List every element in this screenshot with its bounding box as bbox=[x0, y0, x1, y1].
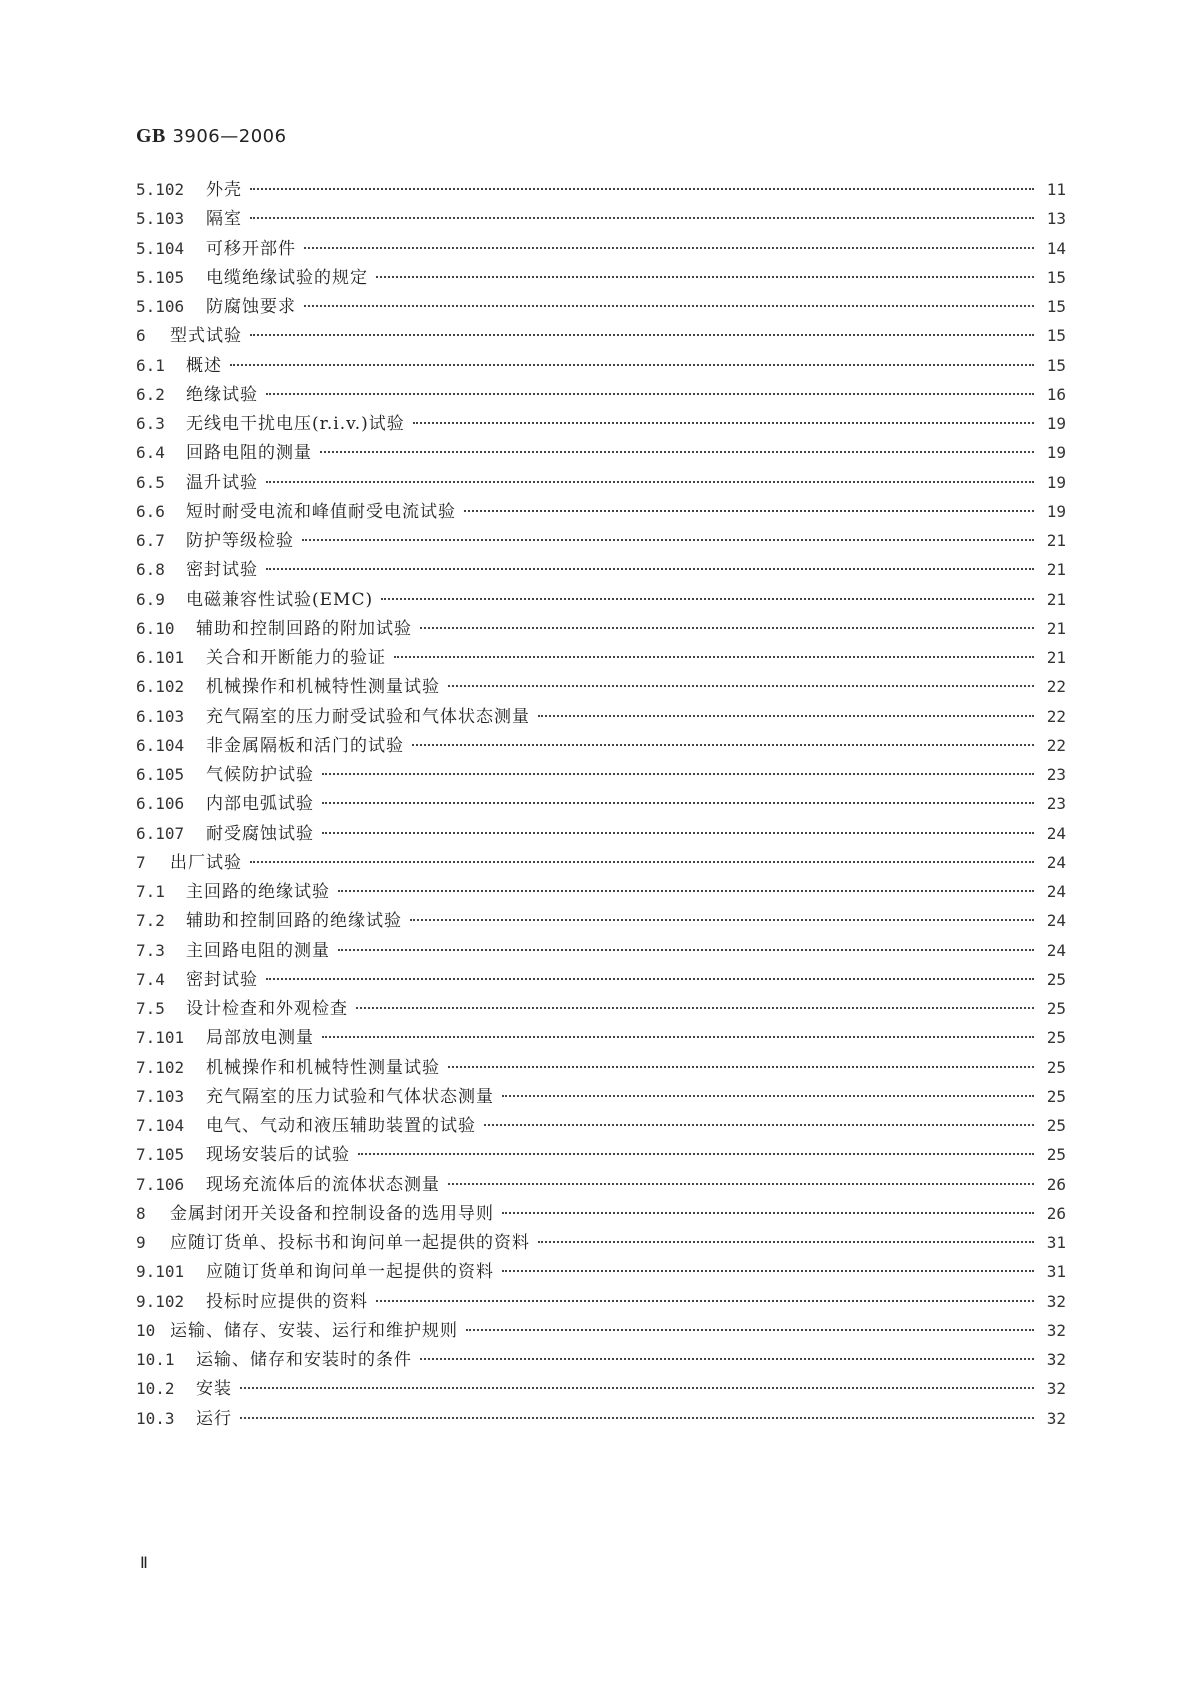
toc-entry-page: 15 bbox=[1046, 267, 1066, 287]
toc-dot-leader bbox=[240, 1417, 1034, 1419]
toc-entry bbox=[136, 441, 1066, 465]
toc-entry-number: 7.105 bbox=[136, 1145, 185, 1165]
toc-entry bbox=[136, 558, 1066, 582]
toc-entry-number: 6.1 bbox=[136, 355, 165, 375]
toc-entry-page: 21 bbox=[1046, 618, 1066, 638]
toc-dot-leader bbox=[322, 1036, 1034, 1038]
standard-code: GB bbox=[136, 125, 166, 147]
toc-entry-number: 7.3 bbox=[136, 940, 165, 960]
toc-entry bbox=[136, 909, 1066, 933]
toc-dot-leader bbox=[420, 627, 1034, 629]
toc-entry-title: 防护等级检验 bbox=[186, 531, 294, 551]
toc-entry-page: 15 bbox=[1046, 355, 1066, 375]
toc-entry bbox=[136, 1114, 1066, 1138]
toc-entry-page: 23 bbox=[1046, 794, 1066, 814]
toc-entry-title: 局部放电测量 bbox=[206, 1028, 314, 1049]
toc-entry bbox=[136, 792, 1066, 816]
toc-entry-number: 6.10 bbox=[136, 618, 175, 638]
toc-dot-leader bbox=[410, 919, 1034, 921]
toc-entry-title: 短时耐受电流和峰值耐受电流试验 bbox=[186, 501, 456, 522]
toc-entry-page: 22 bbox=[1046, 735, 1066, 755]
toc-entry-page: 19 bbox=[1046, 472, 1066, 492]
toc-entry-number: 6.5 bbox=[136, 472, 165, 492]
toc-entry-number: 10.3 bbox=[136, 1408, 175, 1428]
toc-entry-number: 6.103 bbox=[136, 706, 185, 726]
toc-entry bbox=[136, 1260, 1066, 1284]
toc-entry-number: 10.2 bbox=[136, 1379, 175, 1399]
toc-entry-page: 22 bbox=[1046, 706, 1066, 726]
toc-entry-title: 主回路电阻的测量 bbox=[186, 940, 330, 961]
toc-entry-page: 15 bbox=[1046, 297, 1066, 316]
toc-dot-leader bbox=[250, 188, 1034, 190]
toc-dot-leader bbox=[266, 393, 1034, 395]
toc-entry-page: 24 bbox=[1046, 823, 1066, 843]
toc-entry-title: 内部电弧试验 bbox=[206, 794, 314, 815]
toc-entry-page: 13 bbox=[1046, 209, 1066, 229]
toc-dot-leader bbox=[538, 715, 1034, 717]
toc-entry bbox=[136, 705, 1066, 729]
toc-entry-number: 5.102 bbox=[136, 180, 185, 199]
toc-entry-title: 主回路的绝缘试验 bbox=[186, 882, 330, 902]
toc-dot-leader bbox=[448, 1066, 1034, 1068]
toc-entry bbox=[136, 266, 1066, 290]
toc-entry-page: 24 bbox=[1046, 882, 1066, 901]
toc-dot-leader bbox=[304, 305, 1034, 307]
toc-entry-page: 32 bbox=[1046, 1291, 1066, 1311]
toc-entry-number: 6.7 bbox=[136, 531, 165, 550]
page-folio: Ⅱ bbox=[140, 1555, 148, 1572]
toc-entry bbox=[136, 412, 1066, 436]
toc-entry-number: 5.103 bbox=[136, 209, 185, 229]
toc-entry-number: 9.102 bbox=[136, 1291, 185, 1311]
toc-entry-title: 概述 bbox=[186, 355, 222, 376]
toc-entry bbox=[136, 968, 1066, 992]
toc-entry bbox=[136, 646, 1066, 670]
toc-entry-title: 电磁兼容性试验(EMC) bbox=[186, 589, 374, 610]
toc-dot-leader bbox=[322, 832, 1034, 834]
toc-entry-number: 7.5 bbox=[136, 999, 165, 1018]
toc-entry-title: 现场充流体后的流体状态测量 bbox=[206, 1174, 440, 1195]
toc-entry-number: 6.3 bbox=[136, 414, 165, 433]
toc-entry-number: 10.1 bbox=[136, 1350, 175, 1369]
toc-entry-number: 6.102 bbox=[136, 677, 185, 697]
toc-entry-number: 7.2 bbox=[136, 911, 165, 931]
toc-entry-title: 气候防护试验 bbox=[206, 765, 314, 785]
toc-entry-number: 5.106 bbox=[136, 297, 185, 316]
toc-entry-page: 32 bbox=[1046, 1320, 1066, 1340]
document-header bbox=[136, 125, 287, 148]
toc-entry-title: 绝缘试验 bbox=[186, 384, 258, 405]
toc-entry bbox=[136, 324, 1066, 348]
toc-entry-number: 6.101 bbox=[136, 648, 185, 667]
toc-entry bbox=[136, 178, 1066, 202]
toc-entry-title: 出厂试验 bbox=[170, 852, 242, 873]
toc-dot-leader bbox=[420, 1358, 1034, 1360]
toc-entry-page: 25 bbox=[1046, 1028, 1066, 1048]
toc-entry-page: 26 bbox=[1046, 1174, 1066, 1194]
toc-dot-leader bbox=[338, 949, 1034, 951]
toc-entry bbox=[136, 354, 1066, 378]
toc-entry-page: 32 bbox=[1046, 1379, 1066, 1399]
toc-entry-page: 21 bbox=[1046, 589, 1066, 609]
toc-entry-number: 7.102 bbox=[136, 1057, 185, 1077]
toc-entry bbox=[136, 588, 1066, 612]
toc-entry-page: 21 bbox=[1046, 648, 1066, 667]
toc-entry bbox=[136, 1202, 1066, 1226]
toc-entry-number: 9.101 bbox=[136, 1262, 185, 1282]
toc-entry-page: 26 bbox=[1046, 1203, 1066, 1223]
toc-entry-title: 型式试验 bbox=[170, 326, 242, 347]
toc-dot-leader bbox=[413, 422, 1034, 424]
toc-entry-page: 16 bbox=[1046, 384, 1066, 404]
toc-entry bbox=[136, 1348, 1066, 1372]
toc-entry-number: 10 bbox=[136, 1320, 156, 1340]
toc-entry-page: 25 bbox=[1046, 1145, 1066, 1165]
toc-dot-leader bbox=[266, 978, 1034, 980]
toc-entry-number: 6.106 bbox=[136, 794, 185, 814]
toc-entry bbox=[136, 734, 1066, 758]
toc-entry-title: 防腐蚀要求 bbox=[206, 297, 296, 317]
toc-entry-title: 密封试验 bbox=[186, 560, 258, 581]
toc-entry-page: 25 bbox=[1046, 1116, 1066, 1135]
toc-entry bbox=[136, 529, 1066, 553]
toc-entry-title: 应随订货单和询问单一起提供的资料 bbox=[206, 1262, 494, 1283]
toc-entry bbox=[136, 1290, 1066, 1314]
toc-entry bbox=[136, 207, 1066, 231]
toc-entry-title: 非金属隔板和活门的试验 bbox=[206, 735, 404, 756]
toc-entry-number: 5.104 bbox=[136, 238, 185, 258]
toc-entry-title: 投标时应提供的资料 bbox=[206, 1291, 368, 1312]
toc-entry-number: 6.6 bbox=[136, 501, 165, 521]
toc-entry-title: 现场安装后的试验 bbox=[206, 1145, 350, 1166]
toc-entry-page: 19 bbox=[1046, 414, 1066, 433]
toc-dot-leader bbox=[538, 1241, 1034, 1243]
toc-entry-page: 31 bbox=[1046, 1262, 1066, 1282]
toc-entry-page: 15 bbox=[1046, 326, 1066, 346]
toc-dot-leader bbox=[394, 656, 1034, 658]
toc-entry bbox=[136, 500, 1066, 524]
toc-entry-page: 32 bbox=[1046, 1408, 1066, 1428]
toc-entry-title: 密封试验 bbox=[186, 969, 258, 990]
toc-dot-leader bbox=[250, 861, 1034, 863]
toc-dot-leader bbox=[464, 510, 1034, 512]
toc-entry bbox=[136, 763, 1066, 787]
toc-dot-leader bbox=[302, 539, 1034, 541]
toc-dot-leader bbox=[484, 1124, 1034, 1126]
toc-entry-number: 6.9 bbox=[136, 589, 165, 609]
toc-entry-page: 24 bbox=[1046, 911, 1066, 931]
toc-entry bbox=[136, 851, 1066, 875]
toc-entry-page: 21 bbox=[1046, 560, 1066, 580]
toc-entry bbox=[136, 1407, 1066, 1431]
toc-entry-page: 31 bbox=[1046, 1233, 1066, 1252]
toc-dot-leader bbox=[338, 890, 1034, 892]
toc-entry-page: 32 bbox=[1046, 1350, 1066, 1369]
toc-dot-leader bbox=[502, 1095, 1034, 1097]
toc-entry-title: 充气隔室的压力耐受试验和气体状态测量 bbox=[206, 706, 530, 727]
toc-entry-number: 6.105 bbox=[136, 765, 185, 784]
toc-dot-leader bbox=[266, 481, 1034, 483]
toc-entry-number: 6.2 bbox=[136, 384, 165, 404]
toc-dot-leader bbox=[358, 1153, 1034, 1155]
standard-number: 3906—2006 bbox=[172, 126, 287, 147]
toc-dot-leader bbox=[250, 334, 1034, 336]
toc-entry-title: 温升试验 bbox=[186, 472, 258, 493]
toc-dot-leader bbox=[266, 568, 1034, 570]
toc-entry-title: 运输、储存和安装时的条件 bbox=[196, 1350, 412, 1370]
toc-entry-title: 金属封闭开关设备和控制设备的选用导则 bbox=[170, 1203, 494, 1224]
toc-entry-title: 无线电干扰电压(r.i.v.)试验 bbox=[186, 414, 405, 434]
toc-entry bbox=[136, 939, 1066, 963]
toc-entry-title: 关合和开断能力的验证 bbox=[206, 648, 386, 668]
toc-dot-leader bbox=[376, 276, 1034, 278]
toc-entry-number: 7.103 bbox=[136, 1086, 185, 1106]
toc-entry-title: 机械操作和机械特性测量试验 bbox=[206, 677, 440, 698]
toc-entry-number: 6.107 bbox=[136, 823, 185, 843]
toc-entry-page: 19 bbox=[1046, 443, 1066, 463]
toc-entry-page: 21 bbox=[1046, 531, 1066, 550]
toc-dot-leader bbox=[376, 1300, 1034, 1302]
toc-entry-number: 7.104 bbox=[136, 1116, 185, 1135]
toc-entry-page: 14 bbox=[1046, 238, 1066, 258]
toc-entry-number: 7.101 bbox=[136, 1028, 185, 1048]
toc-entry bbox=[136, 1173, 1066, 1197]
toc-dot-leader bbox=[230, 364, 1034, 366]
toc-entry-number: 7.1 bbox=[136, 882, 165, 901]
toc-entry bbox=[136, 617, 1066, 641]
toc-dot-leader bbox=[356, 1007, 1034, 1009]
toc-entry bbox=[136, 1085, 1066, 1109]
toc-entry bbox=[136, 1319, 1066, 1343]
toc-entry-title: 辅助和控制回路的绝缘试验 bbox=[186, 911, 402, 932]
toc-entry-title: 电气、气动和液压辅助装置的试验 bbox=[206, 1116, 476, 1136]
toc-dot-leader bbox=[322, 802, 1034, 804]
toc-entry-page: 23 bbox=[1046, 765, 1066, 784]
toc-entry-title: 应随订货单、投标书和询问单一起提供的资料 bbox=[170, 1233, 530, 1253]
toc-entry bbox=[136, 1026, 1066, 1050]
toc-entry-number: 6.104 bbox=[136, 735, 185, 755]
toc-entry-number: 5.105 bbox=[136, 267, 185, 287]
toc-entry-title: 充气隔室的压力试验和气体状态测量 bbox=[206, 1086, 494, 1107]
toc-entry-title: 运输、储存、安装、运行和维护规则 bbox=[170, 1320, 458, 1341]
toc-entry bbox=[136, 822, 1066, 846]
toc-entry-title: 辅助和控制回路的附加试验 bbox=[196, 618, 412, 639]
toc-entry-title: 设计检查和外观检查 bbox=[186, 999, 348, 1019]
toc-entry-title: 隔室 bbox=[206, 209, 242, 230]
toc-entry bbox=[136, 237, 1066, 261]
toc-entry bbox=[136, 295, 1066, 319]
toc-dot-leader bbox=[466, 1329, 1034, 1331]
toc-entry bbox=[136, 997, 1066, 1021]
toc-entry-page: 24 bbox=[1046, 852, 1066, 872]
toc-entry-page: 11 bbox=[1046, 180, 1066, 199]
toc-dot-leader bbox=[448, 1183, 1034, 1185]
toc-dot-leader bbox=[412, 744, 1034, 746]
toc-entry-title: 电缆绝缘试验的规定 bbox=[206, 267, 368, 288]
toc-dot-leader bbox=[502, 1270, 1034, 1272]
toc-dot-leader bbox=[322, 773, 1034, 775]
toc-dot-leader bbox=[381, 598, 1034, 600]
toc-dot-leader bbox=[320, 451, 1034, 453]
toc-entry-number: 8 bbox=[136, 1203, 146, 1223]
toc-entry-title: 可移开部件 bbox=[206, 238, 296, 259]
toc-entry-page: 24 bbox=[1046, 940, 1066, 960]
toc-entry-page: 25 bbox=[1046, 969, 1066, 989]
toc-entry-title: 回路电阻的测量 bbox=[186, 443, 312, 464]
toc-entry bbox=[136, 1377, 1066, 1401]
toc-entry bbox=[136, 1056, 1066, 1080]
toc-entry bbox=[136, 383, 1066, 407]
toc-entry-number: 6 bbox=[136, 326, 146, 346]
toc-dot-leader bbox=[240, 1387, 1034, 1389]
toc-entry-number: 7.106 bbox=[136, 1174, 185, 1194]
toc-entry-page: 22 bbox=[1046, 677, 1066, 697]
toc-entry-title: 机械操作和机械特性测量试验 bbox=[206, 1057, 440, 1078]
toc-entry-page: 25 bbox=[1046, 1086, 1066, 1106]
toc-entry-title: 耐受腐蚀试验 bbox=[206, 823, 314, 844]
toc-entry-page: 19 bbox=[1046, 501, 1066, 521]
toc-entry bbox=[136, 1143, 1066, 1167]
toc-entry bbox=[136, 675, 1066, 699]
toc-entry-title: 运行 bbox=[196, 1408, 232, 1429]
toc-entry bbox=[136, 1231, 1066, 1255]
toc-entry-number: 6.8 bbox=[136, 560, 165, 580]
toc-entry-title: 安装 bbox=[196, 1379, 232, 1400]
toc-entry-number: 9 bbox=[136, 1233, 146, 1252]
toc-entry-page: 25 bbox=[1046, 1057, 1066, 1077]
toc-entry-title: 外壳 bbox=[206, 180, 242, 200]
toc-dot-leader bbox=[502, 1212, 1034, 1214]
toc-entry-number: 7 bbox=[136, 852, 146, 872]
toc-entry-number: 7.4 bbox=[136, 969, 165, 989]
toc-dot-leader bbox=[250, 217, 1034, 219]
toc-entry bbox=[136, 471, 1066, 495]
toc-dot-leader bbox=[304, 247, 1034, 249]
toc-dot-leader bbox=[448, 685, 1034, 687]
toc-entry-page: 25 bbox=[1046, 999, 1066, 1018]
toc-entry-number: 6.4 bbox=[136, 443, 165, 463]
toc-entry bbox=[136, 880, 1066, 904]
